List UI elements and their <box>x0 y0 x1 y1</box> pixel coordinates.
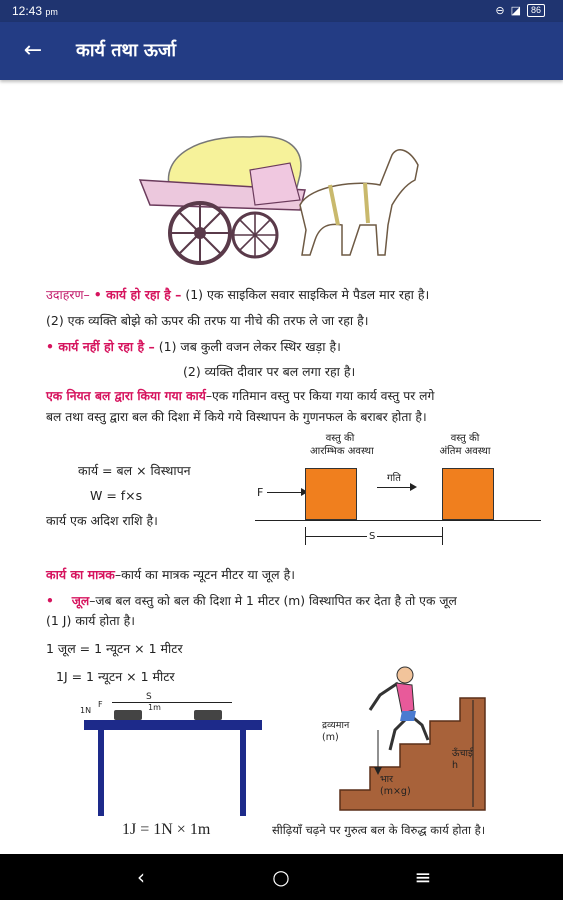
mass-label <box>322 720 349 744</box>
table-f-label: F <box>98 700 103 709</box>
app-bar <box>0 22 563 80</box>
displacement-label: S <box>367 528 377 546</box>
status-time-suffix: pm <box>45 7 58 17</box>
navigation-bar <box>0 854 563 900</box>
motion-label: गति <box>387 473 401 484</box>
work-not-done-2: (2) व्यक्ति दीवार पर बल लगा रहा है। <box>183 364 356 379</box>
unit-line <box>46 566 295 584</box>
mass-label-2: (m) <box>322 732 339 743</box>
table-m-label: 1m <box>148 703 161 712</box>
block-initial <box>305 468 357 520</box>
weight-label-1: भार <box>380 774 394 785</box>
final-state-1: वस्तु की <box>450 433 480 444</box>
table-leg-left <box>98 730 104 816</box>
force-arrow <box>267 492 305 493</box>
joule-equation-2: 1J = 1 न्यूटन × 1 मीटर <box>56 669 175 684</box>
joule-equation-1: 1 जूल = 1 न्यूटन × 1 मीटर <box>46 641 183 656</box>
final-state-2: अंतिम अवस्था <box>439 446 491 457</box>
work-done-1: (1) एक साइकिल सवार साइकिल मे पैडल मार रहा है। <box>185 287 430 302</box>
force-label: F <box>257 486 264 499</box>
scalar-note: कार्य एक अदिश राशि है। <box>46 513 158 528</box>
constant-force-text-1: –एक गतिमान वस्तु पर किया गया कार्य वस्तु पर लगे <box>205 389 435 403</box>
joule-label: जूल <box>71 594 90 608</box>
page-title: कार्य तथा ऊर्जा <box>76 40 177 61</box>
unit-text: –कार्य का मात्रक न्यूटन मीटर या जूल है। <box>114 567 295 582</box>
person-shorts <box>400 711 416 721</box>
displacement-tick-right <box>442 527 443 545</box>
status-time <box>12 4 58 18</box>
battery-level: 86 <box>530 5 541 15</box>
person-shirt <box>396 683 414 713</box>
table-s-label: S <box>146 692 152 702</box>
height-label <box>452 748 473 772</box>
work-not-done-line <box>46 338 341 356</box>
constant-force-text-2: बल तथा वस्तु द्वारा बल की दिशा में किये गये विस्थापन के गुणनफल के बराबर होता है। <box>46 410 427 424</box>
stairs-caption: सीढ़ियाँ चढ़ने पर गुरुत्व बल के विरुद्ध कार्य होता है। <box>272 823 486 837</box>
joule-text-2: (1 J) कार्य होता है। <box>46 613 135 628</box>
block-final <box>442 468 494 520</box>
work-not-done-label: • कार्य नहीं हो रहा है – <box>46 339 155 354</box>
dnd-icon: ⊖ <box>495 5 505 17</box>
table-caption: 1J = 1N × 1m <box>122 821 211 838</box>
constant-force-label: एक नियत बल द्वारा किया गया कार्य <box>46 389 206 403</box>
table-diagram <box>80 692 270 852</box>
formula-wfs: W = f×s <box>90 488 143 503</box>
initial-state-2: आरम्भिक अवस्था <box>310 446 374 457</box>
table-block-end <box>194 710 222 720</box>
status-time-value: 12:43 <box>12 4 43 18</box>
no-signal-icon: ◪ <box>510 5 521 17</box>
motion-arrow-head-icon <box>410 483 417 491</box>
example-line-1 <box>46 286 429 304</box>
ground-line <box>255 520 541 521</box>
table-distance-line <box>112 702 232 703</box>
initial-state-label <box>310 432 374 458</box>
wheel-spokes <box>170 203 230 263</box>
work-done-2: (2) एक व्यक्ति बोझे को ऊपर की तरफ या नीचे की तरफ ले जा रहा है। <box>46 313 369 328</box>
initial-state-1: वस्तु की <box>325 433 355 444</box>
status-icons <box>495 4 545 17</box>
mass-label-1: द्रव्यमान <box>322 720 350 731</box>
horse-cart-illustration <box>130 125 430 275</box>
status-bar <box>0 0 563 22</box>
table-block-start <box>114 710 142 720</box>
joule-text-1: –जब बल वस्तु को बल की दिशा मे 1 मीटर (m) विस्थापित कर देता है तो एक जूल <box>89 594 457 608</box>
weight-label-2: (m×g) <box>380 786 411 797</box>
battery-icon <box>527 4 545 17</box>
displacement-diagram <box>255 432 545 552</box>
work-done-label: • कार्य हो रहा है – <box>93 287 182 302</box>
final-state-label <box>435 432 495 458</box>
joule-line-1 <box>46 592 457 610</box>
height-label-1: ऊँचाई <box>452 748 473 759</box>
content-area[interactable] <box>0 80 563 854</box>
example-label: उदाहरण– <box>46 287 90 302</box>
back-arrow-icon[interactable]: ← <box>23 38 43 63</box>
nav-recents-icon[interactable]: ≡ <box>414 865 432 889</box>
displacement-tick-left <box>305 527 306 545</box>
joule-bullet: • <box>46 594 54 608</box>
table-leg-right <box>240 730 246 816</box>
work-not-done-1: (1) जब कुली वजन लेकर स्थिर खड़ा है। <box>158 339 341 354</box>
horse-figure <box>300 150 418 255</box>
constant-force-line-1 <box>46 387 434 405</box>
nav-home-icon[interactable]: ○ <box>272 865 290 889</box>
formula-work: कार्य = बल × विस्थापन <box>78 463 191 478</box>
motion-arrow <box>377 487 413 488</box>
weight-label <box>380 774 411 798</box>
nav-back-icon[interactable]: ‹ <box>137 865 145 889</box>
unit-label: कार्य का मात्रक <box>46 567 115 582</box>
table-force-label: 1N <box>80 706 92 715</box>
table-top <box>84 720 262 730</box>
height-label-2: h <box>452 760 459 771</box>
person-head <box>397 667 413 683</box>
